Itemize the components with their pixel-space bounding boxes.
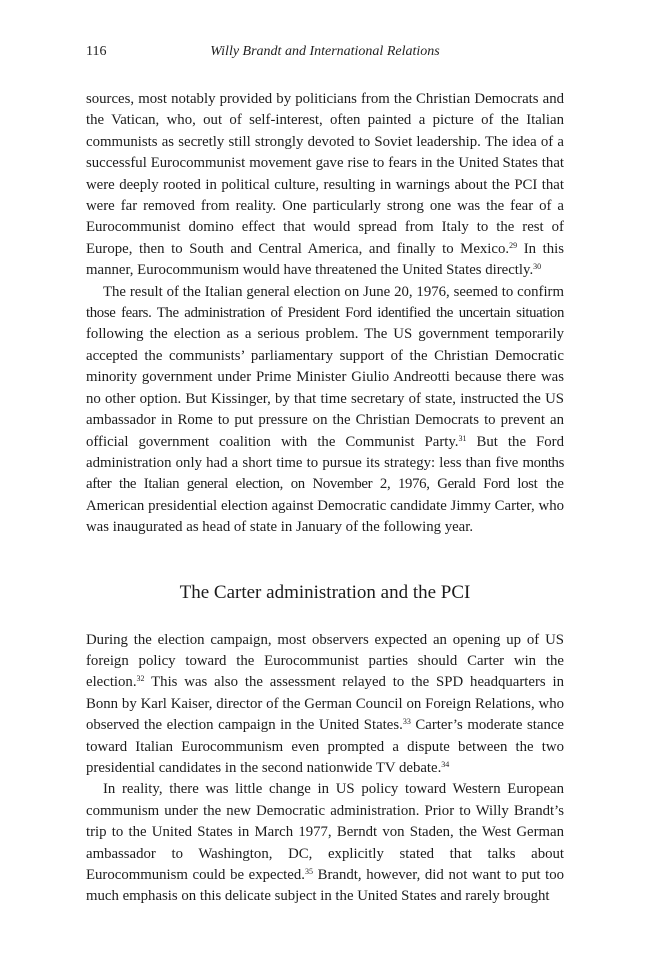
footnote-marker: 30 — [533, 262, 542, 272]
paragraph-text: During the election campaign, most observers expected an opening up of US foreign policy toward the Eurocommunist parties should Carter win the election. — [86, 631, 564, 691]
paragraph-text: the American presidential election against Democratic candidate Jimmy Carter, who was inaugurated as head of state in January of the following year. — [86, 476, 564, 536]
paragraph — [86, 282, 564, 539]
paragraph-text: Brandt, however, did not want to put too much emphasis on this delicate subject in the United States and rarely brought — [86, 867, 564, 905]
paragraph-text: following the election as a serious problem. The US government temporarily accepted the communists’ parliamentary support of the Christian Democratic minority government under Prime Minister Giulio Andreotti because there was no other option. But Kissinger, by that time secretary of state, instructed the US ambassador in Rome to put pressure on the Christian Democrats to prevent an official government coalition with the Communist Party. — [86, 326, 564, 450]
paragraph-text: months after the Italian general election, on November 2, 1976, Gerald Ford lost — [86, 454, 564, 493]
paragraph-text: those fears. The administration of President Ford identified the uncertain situation — [86, 305, 564, 322]
body-text — [86, 89, 564, 908]
paragraph-text: Carter’s moderate stance toward Italian Eurocommunism even prompted a dispute between the two presidential candidates in the second nationwide TV debate. — [86, 717, 564, 776]
footnote-marker: 32 — [136, 674, 145, 684]
paragraph-text: In reality, there was little change in US policy toward Western European communism under the new Democratic administration. Prior to Willy Brandt’s trip to the United States in March 1977, Berndt von Staden, the West German ambassador to Washington, DC, explicitly stated that talks about Eurocommunism could be expected. — [86, 781, 564, 883]
running-head — [86, 44, 564, 64]
paragraph-text: But the Ford administration only had a short time to pursue its strategy: less than five — [86, 433, 564, 471]
footnote-marker: 31 — [458, 433, 467, 443]
paragraph-text: This was also the assessment relayed to the SPD headquarters in Bonn by Karl Kaiser, director of the German Council on Foreign Relations, who observed the election campaign in the United States. — [86, 674, 564, 734]
section-heading: The Carter administration and the PCI — [179, 581, 471, 603]
footnote-marker: 34 — [441, 759, 450, 769]
paragraph-text: In this manner, Eurocommunism would have threatened the United States directly. — [86, 240, 564, 279]
footnote-marker: 33 — [402, 717, 411, 727]
paragraph-text: sources, most notably provided by politicians from the Christian Democrats and the Vatican, who, out of self-interest, often painted a picture of the Italian communists as secretly still strongly devoted to Soviet leadership. The idea of a successful Eurocommunist movement gave rise to fears in the United States that were deeply rooted in political culture, resulting in warnings about the PCI that were far removed from reality. One particularly strong one was the fear of a Eurocommunist domino effect that would spread from Italy to the rest of Europe, then to South and Central America, and finally to Mexico. — [86, 91, 564, 257]
paragraph-text: The result of the Italian general election on June 20, 1976, seemed to confirm — [103, 283, 564, 300]
page-number: 116 — [86, 44, 107, 59]
paragraph — [86, 89, 564, 282]
running-title: Willy Brandt and International Relations — [210, 44, 440, 59]
paragraph — [86, 630, 564, 780]
paragraph — [86, 779, 564, 907]
footnote-marker: 35 — [304, 867, 313, 876]
footnote-marker: 29 — [509, 240, 518, 250]
